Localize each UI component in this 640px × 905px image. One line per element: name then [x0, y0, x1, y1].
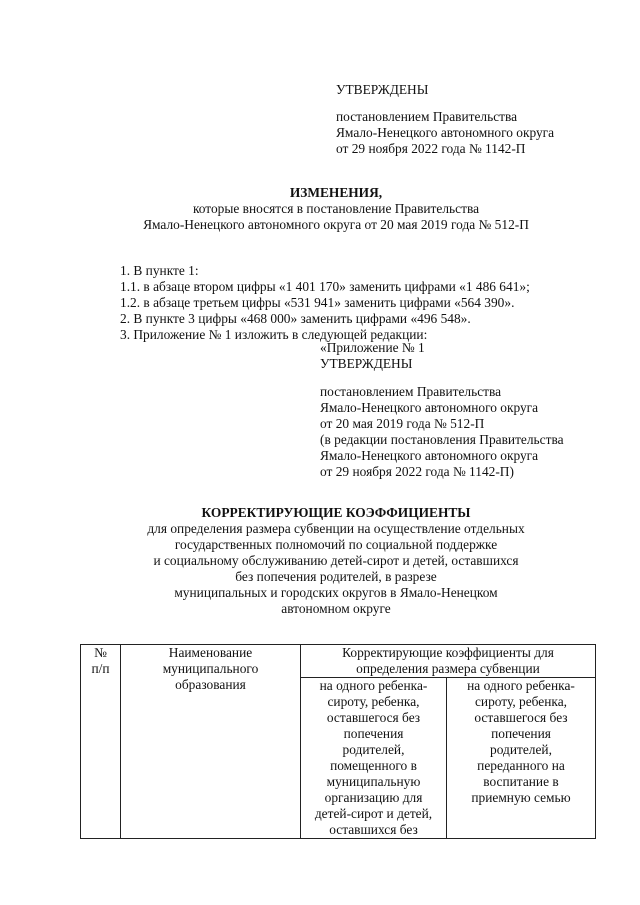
- coef-line-3: и социальному обслуживанию детей-сирот и детей, оставшихся: [153, 553, 519, 568]
- coef-line-1: для определения размера субвенции на осуществление отдельных: [147, 521, 525, 536]
- appendix-label: «Приложение № 1: [320, 340, 425, 355]
- approval-line-2: Ямало-Ненецкого автономного округа: [336, 125, 555, 140]
- coefficients-table: [80, 644, 596, 839]
- appendix-line-5: Ямало-Ненецкого автономного округа: [320, 448, 539, 463]
- coef-line-2: государственных полномочий по социальной поддержке: [174, 537, 498, 552]
- approval-line-1: постановлением Правительства: [336, 109, 518, 124]
- col-municipality-header: Наименование муниципального образования: [121, 645, 301, 839]
- item-2: 2. В пункте 3 цифры «468 000» заменить цифрами «496 548».: [120, 311, 471, 326]
- approval-title: УТВЕРЖДЕНЫ: [336, 82, 429, 97]
- changes-line-1: которые вносятся в постановление Правительства: [192, 201, 480, 216]
- item-3: 3. Приложение № 1 изложить в следующей редакции:: [120, 327, 428, 342]
- changes-title: ИЗМЕНЕНИЯ,: [289, 185, 383, 200]
- appendix-title: УТВЕРЖДЕНЫ: [320, 356, 413, 371]
- coef-line-4: без попечения родителей, в разрезе: [235, 569, 437, 584]
- item-1-1: 1.1. в абзаце втором цифры «1 401 170» заменить цифрами «1 486 641»;: [120, 279, 530, 294]
- appendix-line-3: от 20 мая 2019 года № 512-П: [320, 416, 485, 431]
- appendix-line-2: Ямало-Ненецкого автономного округа: [320, 400, 539, 415]
- coefficients-group-header: Корректирующие коэффициенты для определения размера субвенции: [301, 645, 596, 678]
- coef-title: КОРРЕКТИРУЮЩИЕ КОЭФФИЦИЕНТЫ: [201, 505, 471, 520]
- item-1: 1. В пункте 1:: [120, 263, 199, 278]
- appendix-line-1: постановлением Правительства: [320, 384, 502, 399]
- coef-line-6: автономном округе: [281, 601, 391, 616]
- changes-line-2: Ямало-Ненецкого автономного округа от 20 мая 2019 года № 512-П: [143, 217, 529, 232]
- coef-line-5: муниципальных и городских округов в Ямало-Ненецком: [174, 585, 498, 600]
- appendix-line-6: от 29 ноября 2022 года № 1142-П): [320, 464, 514, 479]
- appendix-line-4: (в редакции постановления Правительства: [320, 432, 564, 447]
- col-number-header: № п/п: [81, 645, 121, 839]
- sub-header-organization: на одного ребенка- сироту, ребенка, оставшегося без попечения родителей, помещенного в муниципальную организацию для детей-сирот и детей, оставшихся без: [301, 678, 447, 839]
- sub-header-foster-family: на одного ребенка- сироту, ребенка, оставшегося без попечения родителей, переданного на воспитание в приемную семью: [447, 678, 596, 839]
- approval-line-3: от 29 ноября 2022 года № 1142-П: [336, 141, 526, 156]
- item-1-2: 1.2. в абзаце третьем цифры «531 941» заменить цифрами «564 390».: [120, 295, 515, 310]
